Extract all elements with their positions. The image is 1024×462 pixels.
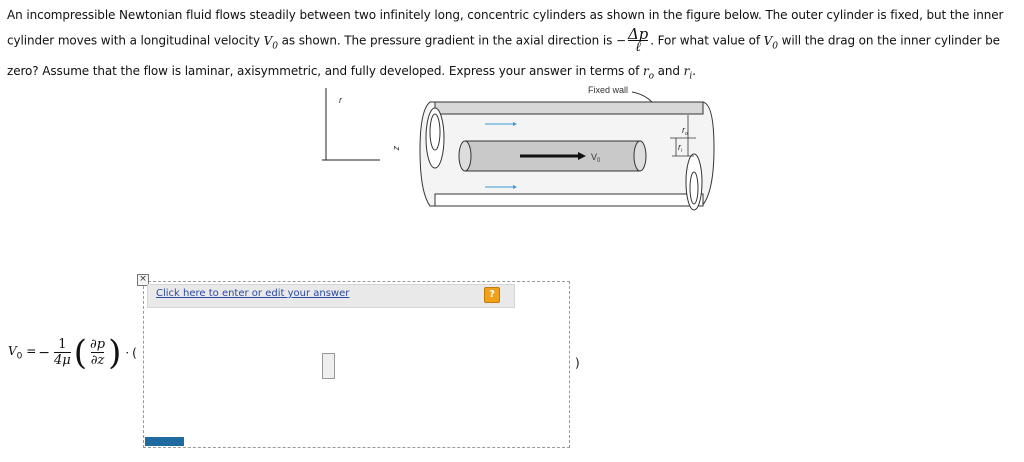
help-icon[interactable]: ?	[484, 287, 500, 303]
v0-figure-label: $V_0$	[591, 152, 601, 164]
close-editor-icon[interactable]: ×	[137, 274, 149, 286]
edit-answer-link[interactable]: Click here to enter or edit your answer	[156, 288, 350, 299]
grad-minus: −	[615, 33, 626, 48]
formula-lhs: $V_0$ =	[8, 344, 37, 362]
formula-coefficient: $\frac{1}{4\mu}$	[54, 337, 71, 368]
question-part1: An incompressible Newtonian fluid flows steadily between two infinitely long, concentric cylinders as shown in the figure below. The outer cylinder is fixed, but the inner cylinder moves with a longitudinal velocity	[7, 8, 1004, 48]
ro-figure-label: $r_o$	[682, 125, 688, 137]
answer-formula: $V_0$ = − $\frac{1}{4\mu}$ ( ∂p ∂z ) · (	[8, 333, 137, 373]
submit-button[interactable]	[145, 437, 184, 446]
outer-wall-top	[435, 102, 703, 114]
formula-close-paren: )	[575, 356, 580, 370]
ro-symbol: $r_o$	[642, 63, 654, 82]
r-axis-label: r	[339, 95, 342, 105]
ri-figure-label: $r_i$	[678, 142, 683, 154]
formula-open-paren: (	[132, 346, 137, 360]
v0-symbol-2: $V_0$	[763, 33, 778, 51]
fixed-wall-label: Fixed wall	[588, 85, 629, 95]
answer-input[interactable]	[322, 353, 335, 379]
formula-gradient: ∂p ∂z	[90, 337, 106, 368]
ri-symbol: $r_i$	[683, 63, 693, 82]
question-part2: as shown. The pressure gradient in the axial direction is	[277, 33, 616, 48]
z-axis-label: z	[392, 146, 402, 151]
formula-dot: ·	[125, 346, 130, 360]
outer-wall-bottom	[435, 194, 703, 206]
pressure-gradient-fraction: $\frac{\Delta p}{\text{ℓ}}$	[627, 25, 649, 55]
question-text: An incompressible Newtonian fluid flows steadily between two infinitely long, concentric cylinders as shown in the figure below. The outer cylinder is fixed, but the inner cylinder moves with a longitudinal velocity $V_0$ as shown. The pressure gradient in the axial direction is − $\frac{\Delta p}{\text{ℓ}}$ . For what value of $V_0$ will the drag on the inner cylinder be zero? Assume that the flow is laminar, axisymmetric, and fully developed. Express your answer in terms of $r_o$ and $r_i$.	[7, 8, 1004, 82]
question-part4: will the drag on the inner cylinder be zero? Assume that the flow is laminar, axisymmetric, and fully developed. Express your answer in terms of	[7, 33, 1000, 78]
question-part3: . For what value of	[650, 33, 764, 48]
concentric-cylinders-figure	[310, 80, 730, 220]
v0-symbol: $V_0$	[263, 33, 278, 51]
formula-minus: −	[38, 345, 51, 361]
